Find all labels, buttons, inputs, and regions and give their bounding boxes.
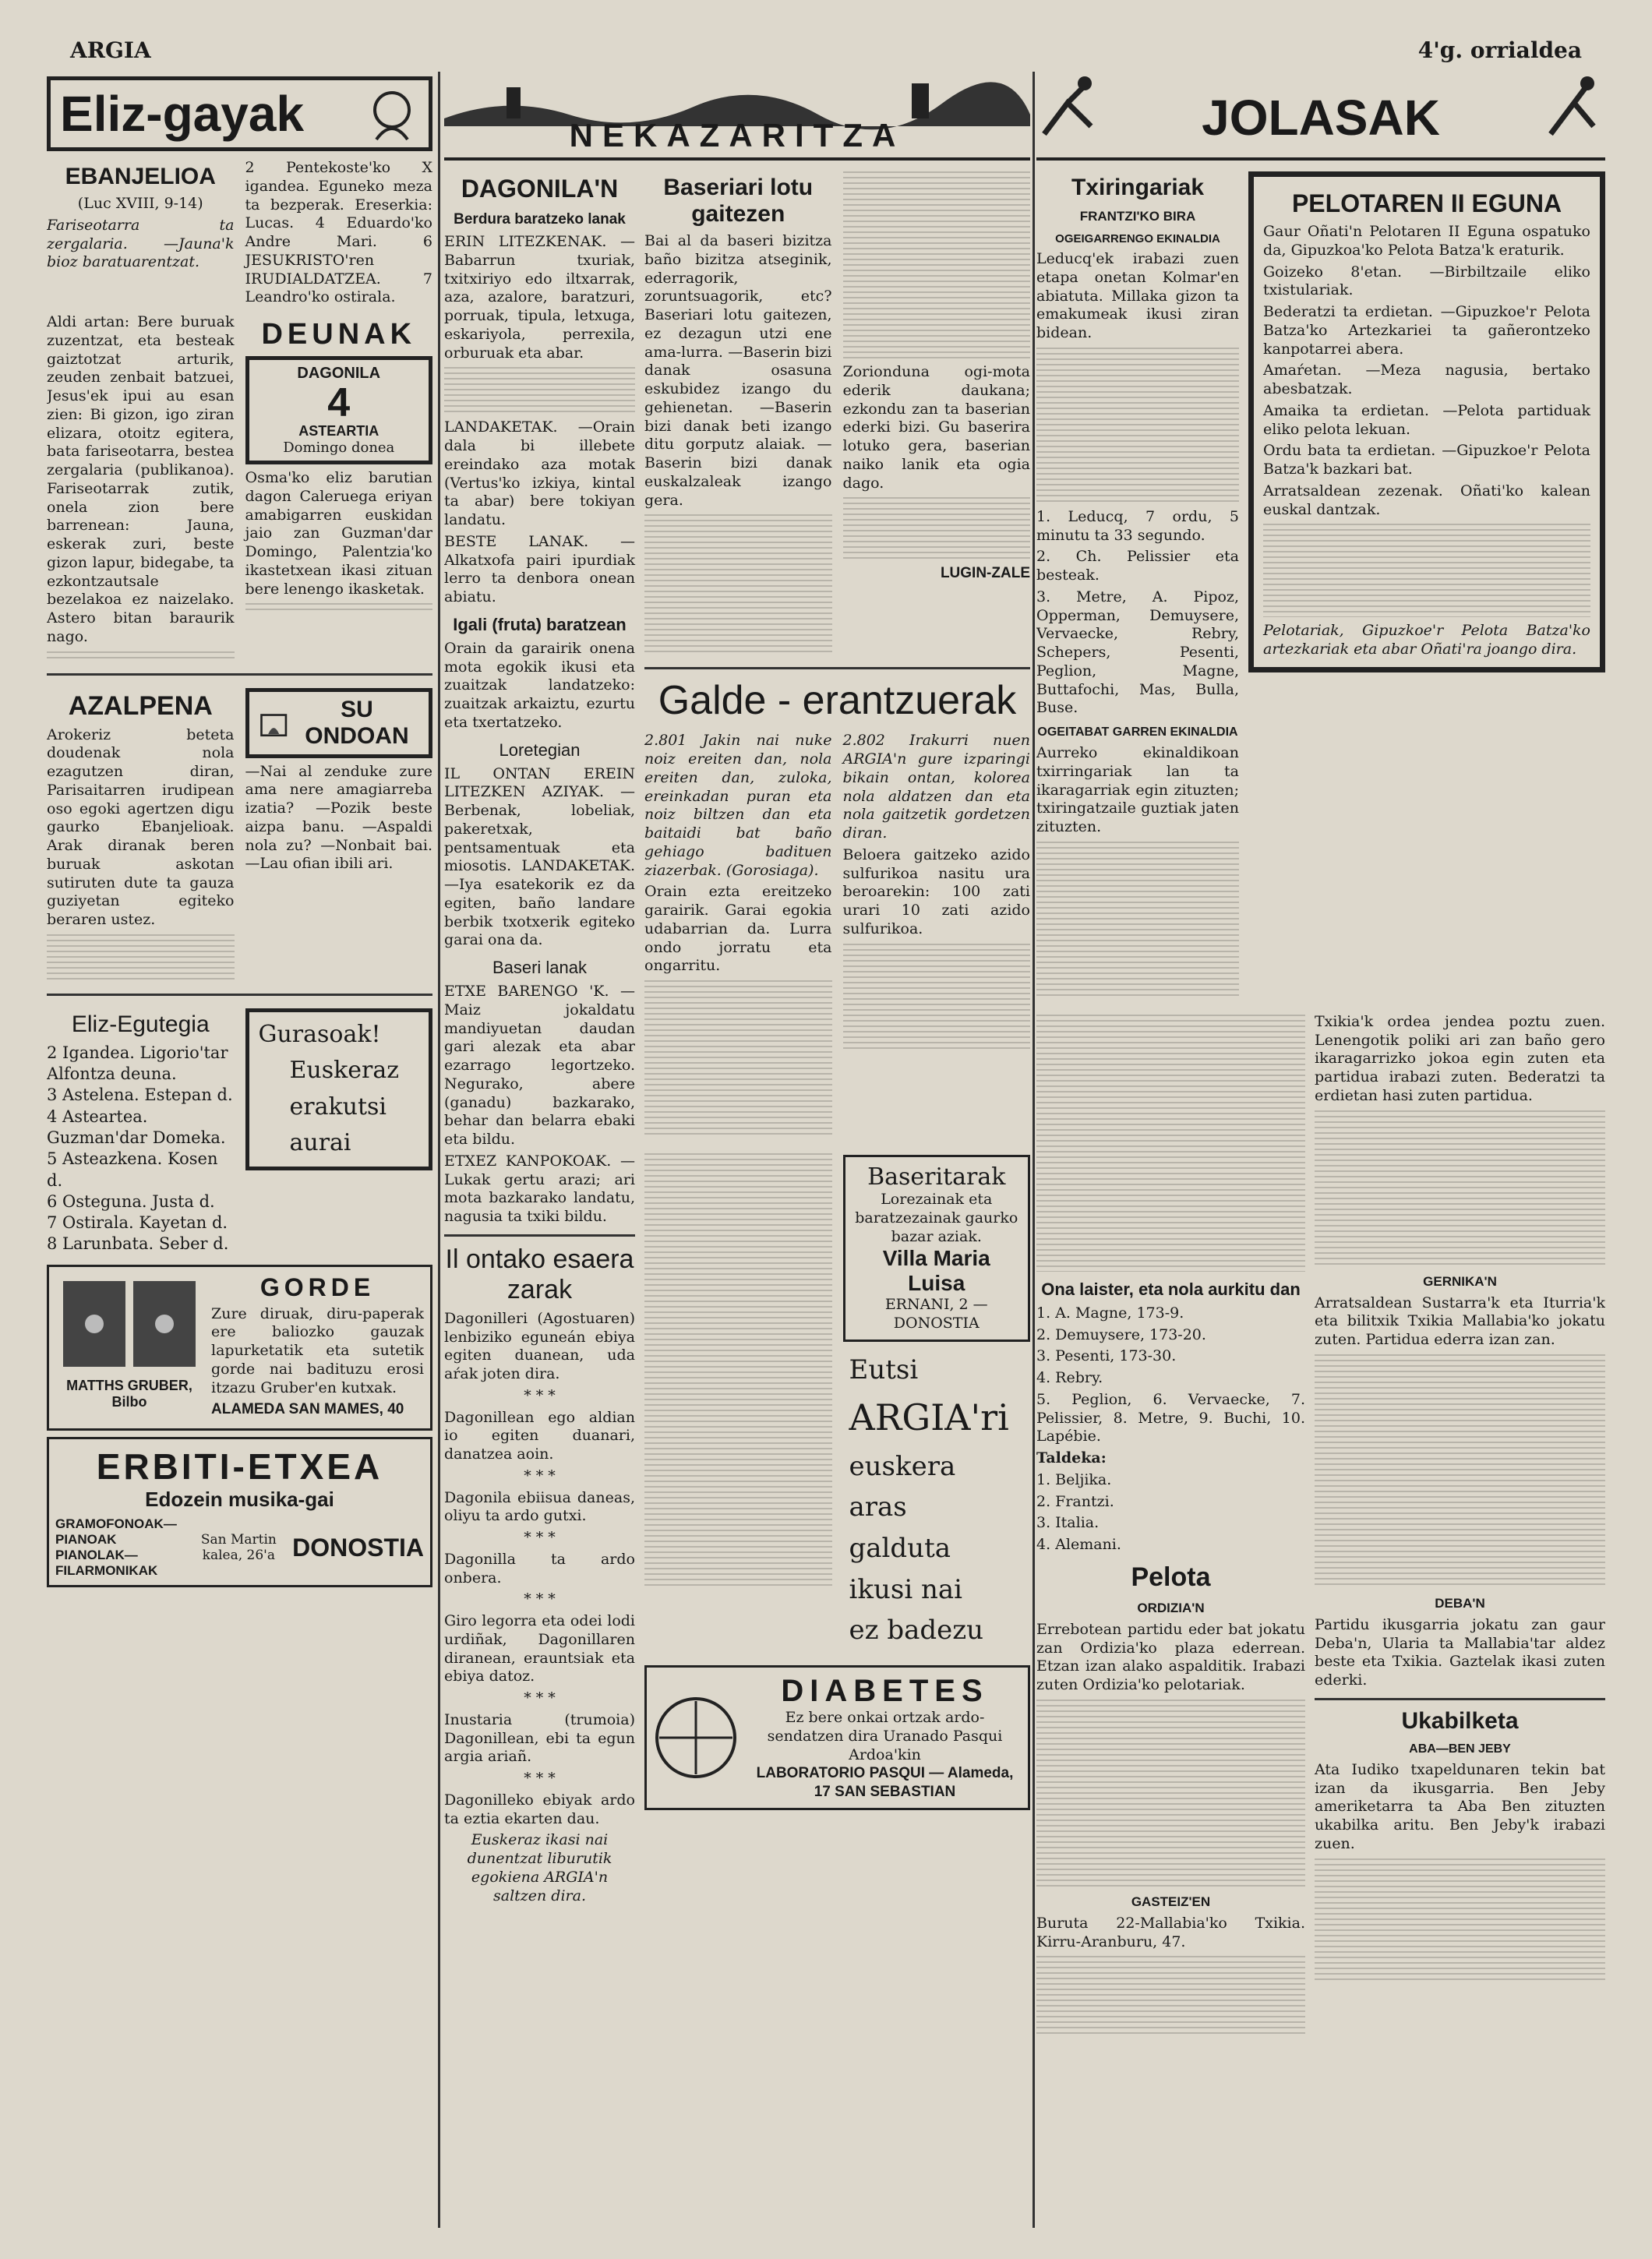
diabetes-ad <box>644 1665 1030 1810</box>
ad-line: Gurasoak! <box>258 1020 381 1048</box>
landaketak-text: LANDAKETAK. —Orain dala bi illebete ereindako aza motak (Vertus'ko izkiya, kintal ta abar) bere tokiyan landatu. <box>444 418 635 528</box>
baseri-lanak-body: ETXE BARENGO 'K. —Maiz jokaldatu mandiyuetan daudan gari alezak eta abar ezarrago legortzeko. Negurako, abere (ganadu) bazkarako, behar dan belarra ebaki eta bildu. <box>444 983 635 1148</box>
igali-body: Orain da garairik onena mota egokik ikusi eta zuaitzak landatzeko: zuaitzak arkaiztu, ezurtu eta txertatzeko. <box>444 639 635 731</box>
date-month: DAGONILA <box>297 365 381 382</box>
text-filler <box>245 603 433 612</box>
erbiti-title: ERBITI-ETXEA <box>96 1446 383 1488</box>
deba-title: DEBA'N <box>1435 1595 1485 1611</box>
ad-line: erakutsi <box>289 1092 387 1121</box>
pelota-title: Pelota <box>1131 1562 1211 1592</box>
program-item: Amaŕetan. —Meza nagusia, bertako abesbatzak. <box>1263 362 1590 397</box>
ranking-item: 1. A. Magne, 173-9. <box>1036 1304 1184 1322</box>
txiringariak-title: Txiringariak <box>1071 175 1205 200</box>
diabetes-lab: LABORATORIO PASQUI — Alameda, 17 SAN SEBASTIAN <box>756 1765 1014 1801</box>
pelota-notice: Pelotariak, Gipuzkoe'r Pelota Batza'ko artezkariak eta abar Oñati'ra joango dira. <box>1263 622 1590 658</box>
fireplace-icon <box>259 706 288 740</box>
ad-line: aurai <box>289 1129 351 1157</box>
esaera-item: Dagonillean ego aldian io egiten duanari, danatzea aoin. <box>444 1408 635 1463</box>
esaera-item: Dagonilleri (Agostuaren) lenbiziko eguneán ebiya egiten duanean, uda aŕak joten dira. <box>444 1309 635 1382</box>
list-item: 2 Igandea. Ligorio'tar Alfontza deuna. <box>47 1043 228 1084</box>
ad-line: galduta <box>849 1533 951 1565</box>
ad-line: aras <box>849 1491 907 1523</box>
su-ondoan-title: SU ONDOAN <box>305 696 409 749</box>
ukabilketa-title: Ukabilketa <box>1401 1707 1519 1734</box>
ebanjelio-lead: Fariseotarra ta zergalaria. —Jauna'k bioz baratuarentzat. <box>47 216 235 271</box>
etxez-kanpo-text: ETXEZ KANPOKOAK. —Lukak gertu arazi; ari mota bazkarako landatu, nagusia ta txiki bildu. <box>444 1152 635 1225</box>
gorde-brand: MATTHS GRUBER, Bilbo <box>66 1377 192 1410</box>
program-item: Ordu bata ta erdietan. —Gipuzkoe'r Pelota Batza'k bazkari bat. <box>1263 442 1590 478</box>
team-item: 4. Alemani. <box>1036 1536 1121 1553</box>
gorde-title: GORDE <box>259 1272 376 1301</box>
author-signature: LUGIN-ZALE <box>940 565 1030 582</box>
masthead-name: ARGIA <box>70 37 151 63</box>
list-item: 4 Asteartea. Guzman'dar Domeka. <box>47 1107 226 1147</box>
gurasoak-ad <box>245 1008 433 1170</box>
deunak-title: DEUNAK <box>261 318 417 351</box>
page-number: 4'g. orrialdea <box>1417 37 1582 63</box>
date-day: 4 <box>327 380 351 425</box>
txiringariak-subtitle: OGEIGARRENGO EKINALDIA <box>1055 232 1220 245</box>
pelota-report-body: Txikia'k ordea jendea poztu zuen. Lenengotik poliki ari zan baño gero ikaragarrizko jokoa egin zuten eta partidua irabazi zuten. Bederatzi ta erdietan hasi zuten partidua. <box>1315 1012 1605 1104</box>
text-filler <box>47 651 235 661</box>
text-filler <box>1315 1110 1605 1266</box>
diabetes-body: Ez bere onkai ortzak ardo-sendatzen dira Uranado Pasqui Ardoa'kin <box>767 1709 1003 1763</box>
ogeitabat-title: OGEITABAT GARREN EKINALDIA <box>1037 725 1238 739</box>
dagonila-subtitle: Berdura baratzeko lanak <box>454 211 626 228</box>
erbiti-products: PIANOLAK—FILARMONIKAK <box>55 1548 158 1579</box>
uranado-logo-icon <box>653 1695 739 1781</box>
taldeka-title: Taldeka: <box>1036 1449 1107 1467</box>
text-filler <box>1036 348 1239 503</box>
ad-line: euskera <box>849 1450 956 1482</box>
team-item: 2. Frantzi. <box>1036 1492 1114 1510</box>
result-item: 3. Metre, A. Pipoz, Opperman, Demuysere, Vervaecke, Rebry, Schepers, Pesenti, Peglion, Magne, Buttafochi, Mas, Bulla, Buse. <box>1036 588 1239 717</box>
ranking-item: 5. Peglion, 6. Vervaecke, 7. Pelissier, 8. Metre, 9. Buchi, 10. Lapébie. <box>1036 1390 1305 1445</box>
text-filler <box>1036 842 1239 997</box>
esaera-item: Dagonila ebiisua daneas, oliyu ta ardo gutxi. <box>444 1488 635 1525</box>
text-filler <box>644 1153 832 1590</box>
esaera-item: Giro legorra eta odei lodi urdiñak, Dagonillaren diranean, erauntsiak eta ebiya datoz. <box>444 1612 635 1685</box>
ad-title: Baseritarak <box>867 1163 1006 1191</box>
section-title: JOLASAK <box>1202 90 1440 146</box>
safe-box-icon <box>59 1273 199 1375</box>
column-divider <box>1032 72 1035 2228</box>
deunak-date-box <box>245 356 433 464</box>
divider <box>444 1234 635 1237</box>
nekazaritza-column: NEKAZARITZA DAGONILA'N Berdura baratzeko lanak ERIN LITEZKENAK. —Babarrun txuriak, txitxiriyo edo iltxarrak, aza, azalore, baratzuri, porruak, tipula, letxuga, eskariyola, perrexila, orburuak eta abar. LANDAKETAK. —Orain dala bi illebete ereindako aza motak (Vertus'ko izkiya, kintal ta abar) bere tokiyan landatu. BESTE LANAK. —Alkatxofa pairi ipurdiak lerro ta denbora onean abiatu. Igali (fruta) baratzean Orain da garairik onena mota egokik ikusi eta zuaitzak landatzeko: zuaitzak arkaiztu, ezurtu eta txertatzeko. Loretegian IL ONTAN EREIN LITEZKEN AZIYAK. —Berbenak, lobeliak, pakeretxak, pentsamentuak eta miosotis. LANDAKETAK. —Iya esatekorik ez da egiten, baño landare berbik txotxerik egiteko garai ona da. Baseri lanak ETXE BARENGO 'K. —Maiz jokaldatu mandiyuetan daudan gari alezak eta abar ezarrago legortzeko. Negurako, abere (ganadu) bazkarako, behar dan belarra ebaki eta bildu. ETXEZ KANPOKOAK. —Lukak gertu arazi; ari mota bazkarako landatu, nagusia ta txiki bildu. Il ontako esaera zarak Dagonilleri (Agostuaren) lenbiziko eguneán ebiya egiten duanean, uda aŕak joten dira. * * * Dagonillean ego aldian io egiten duanari, danatzea aoin. * * * Dagonila ebiisua daneas, oliyu ta ardo gutxi. * * * Dagonilla ta ardo onbera. * * * Giro legorra eta odei lodi urdiñak, Dagonillaren diranean, erauntsiak eta ebiya datoz. * * * Inustaria (trumoia) Dagonillean, ebi ta egun argia ariañ. * * * Dagonilleko ebiyak ardo ta eztia ekarten dau. Euskeraz ikasi nai dunentzat liburutik egokiena ARGIA'n saltzen dira. Baseriari lotu gaitezen Bai al da baseri bizitza baño bizitza atseginik, ederragorik, zoruntsuagorik, etc? Baseriari lotu gaitezen, ez dezagun utzi ene ama-lurra. —Baserin bizi danak osasuna eskubidez izango du gehienetan. —Baserin bizi danak beti izango ditu gorputz alaiak. —Baserin bizi danak euskalzaleak izango gera. Zorionduna ogi-mota ederik daukana; ezkondu zan ta baserian ederki bizi. Gu baserira lotuko gera, baserian naiko lanik eta ogia dago. LUGIN-ZALE Galde - erantzuerak 2.801 Jakin nai nuke noiz ereiten dan, nola ereiten dan, zuloka, ereinkadan puran eta noiz biltzen dan eta baitaidi bat baño gehiago badituen ziazerbak. (Gorosiaga). Orain ezta ereitzeko garairik. Garai egokia udabarrian da. Lurra ondo jorratu eta ongarritu. 2.802 Irakurri nuen ARGIA'n gure izparingi bikain ontan, kolorea nola aldatzen dan eta nola gaitzetik gordetzen diran. Beloera gaitzeko azido sulfurikoa nasitu ura beroarekin: 100 zati urari 10 zati azido sulfurikoa. Baseritarak Lorezainak eta baratzezainak gaurko bazar aziak. Villa Maria Luisa ERNANI, 2 —DONOSTIA Eutsi ARGIA'ri euskera aras galduta ikusi nai ez badezu DIABETES Ez bere onkai ortzak ardo-sendatzen dira Uranado Pasqui Ardoa'kin LABORATORIO PASQUI — Alameda, 17 SAN SEBASTIAN <box>444 72 1030 2228</box>
answer-text: Beloera gaitzeko azido sulfurikoa nasitu ura beroarekin: 100 zati urari 10 zati azido sulfurikoa. <box>842 845 1030 937</box>
ebanjelio-body: Aldi artan: Bere buruak zuzentzat, eta besteak gaiztotzat arturik, zeuden zenbait batzuei, Jesus'ek ipui au esan zien: Bi gizon, igo ziran elizara, otoitz egitera, bata fariseotarra, bestea zergalaria (publikanoa). Fariseotarrak zutik, onela zion bere barrenean: Jauna, eskerak zuri, beste gizon lapur, bidegabe, ta ezkontzautsale bezelakoa ez naizelako. Astero bitan baraurik nago. <box>47 313 235 645</box>
beste-lanak-text: BESTE LANAK. —Alkatxofa pairi ipurdiak lerro ta denbora onean abiatu. <box>444 532 635 605</box>
ad-body: Lorezainak eta baratzezainak gaurko bazar aziak. <box>855 1191 1018 1245</box>
galde-erantzuerak-title: Galde - erantzuerak <box>658 678 1017 724</box>
text-filler <box>1315 1858 1605 1983</box>
ad-line: Eutsi <box>849 1354 919 1385</box>
program-item: Amaika ta erdietan. —Pelota partiduak eliko pelota lekuan. <box>1263 401 1590 438</box>
gernika-body: Arratsaldean Sustarra'k eta Iturria'k eta bilitxik Txikia Mallabia'ko jokatu zuten. Partidua ederra izan zan. <box>1315 1294 1605 1348</box>
erbiti-city: DONOSTIA <box>292 1533 424 1562</box>
text-filler <box>1036 1015 1305 1272</box>
baseri-lanak-title: Baseri lanak <box>492 958 588 977</box>
program-footer: Arratsaldean zezenak. Oñati'ko kalean euskal dantzak. <box>1263 482 1590 518</box>
column-divider <box>438 72 440 2228</box>
pelotaren-eguna-title: PELOTAREN II EGUNA <box>1291 189 1562 217</box>
ranking-item: 4. Rebry. <box>1036 1369 1103 1386</box>
azalpena-title: AZALPENA <box>68 690 213 721</box>
ranking-item: 2. Demuysere, 173-20. <box>1036 1325 1206 1343</box>
text-filler <box>1315 1354 1605 1588</box>
erbiti-products: GRAMOFONOAK—PIANOAK <box>55 1516 177 1548</box>
question-text: 2.802 Irakurri nuen ARGIA'n gure izparingi bikain ontan, kolorea nola aldatzen dan eta nola gaitzetik gordetzen diran. <box>842 732 1030 842</box>
divider <box>47 673 432 676</box>
esaera-item: Dagonilla ta ardo onbera. <box>444 1550 635 1587</box>
text-filler <box>843 171 1031 358</box>
list-item: 5 Asteazkena. Kosen d. <box>47 1149 218 1190</box>
dagonila-body: ERIN LITEZKENAK. —Babarrun txuriak, txitxiriyo edo iltxarrak, aza, azalore, baratzuri, porruak, tipula, letxuga, eskariyola, perrexila, orburuak eta abar. <box>444 233 635 362</box>
date-weekday: ASTEARTIA <box>298 423 379 439</box>
su-ondoan-banner <box>245 688 433 758</box>
igali-title: Igali (fruta) baratzean <box>453 614 627 634</box>
eliz-gayak-banner <box>47 76 432 151</box>
erbiti-address: San Martin kalea, 26'a <box>200 1532 277 1564</box>
divider <box>1315 1698 1605 1700</box>
egutegia-title: Eliz-Egutegia <box>71 1011 210 1037</box>
list-item: 8 Larunbata. Seber d. <box>47 1234 229 1254</box>
eutsi-argiari-ad <box>849 1350 1031 1651</box>
ogeitabat-body: Aurreko ekinaldikoan txirringariak lan ta ikaragarriak egin zituzten; txiringatzaile guztiak jaten zituzten. <box>1036 744 1239 835</box>
esaera-item: Inustaria (trumoia) Dagonillean, ebi ta egun argia ariañ. <box>444 1710 635 1766</box>
question-text: 2.801 Jakin nai nuke noiz ereiten dan, nola ereiten dan, zuloka, ereinkadan puran eta noiz biltzen dan eta baitaidi bat baño gehiago badituen ziazerbak. (Gorosiaga). <box>644 732 832 879</box>
egutegia-list <box>47 1043 235 1255</box>
text-filler <box>1036 1956 1305 2034</box>
answer-text: Orain ezta ereitzeko garairik. Garai egokia udabarrian da. Lurra ondo jorratu eta ongarritu. <box>644 883 832 975</box>
ad-line: ikusi nai <box>849 1573 963 1605</box>
ad-shop-name: Villa Maria Luisa <box>882 1246 990 1296</box>
ad-line: Euskeraz <box>289 1057 400 1085</box>
section-title: NEKAZARITZA <box>569 117 905 154</box>
section-title: Eliz-gayak <box>60 86 305 142</box>
page-header <box>55 37 1597 69</box>
list-item: 7 Ostirala. Kayetan d. <box>47 1213 228 1233</box>
ad-address: ERNANI, 2 —DONOSTIA <box>884 1296 988 1332</box>
text-filler <box>1036 1700 1305 1887</box>
ranking-item: 3. Pesenti, 173-30. <box>1036 1347 1177 1365</box>
txiringariak-body: Leducq'ek irabazi zuen etapa onetan Kolmar'en abiatuta. Millaka gizon ta emakumeak ikusi ziran bidean. <box>1036 250 1239 341</box>
baseritarak-ad <box>843 1155 1031 1342</box>
baseriari-body: Zorionduna ogi-mota ederik daukana; ezkondu zan ta baserian ederki bizi. Gu baserira lotuko gera, baserian naiko lanik eta ogia dago. <box>842 363 1030 492</box>
baseriari-body: Bai al da baseri bizitza baño bizitza atseginik, ederragorik, zoruntsuagorik, etc? Baseriari lotu gaitezen, ez dezagun utzi ene ama-lurra. —Baserin bizi danak osasuna eskubidez izango du gehienetan. —Baserin bizi danak beti izango ditu gorputz alaiak. —Baserin bizi danak euskalzaleak izango gera. <box>644 232 832 509</box>
text-filler <box>444 367 635 414</box>
result-item: 2. Ch. Pelissier eta besteak. <box>1036 548 1239 584</box>
gorde-body: Zure diruak, diru-paperak ere baliozko gauzak lapurketatik eta sutetik gorde nai badituzu erosi itzazu Gruber'en kutxak. <box>211 1304 424 1396</box>
ontaka-title: Il ontako esaera zarak <box>445 1244 634 1304</box>
text-filler <box>843 497 1031 559</box>
jolasak-column <box>1036 72 1605 2228</box>
baseriari-title: Baseriari lotu gaitezen <box>663 175 814 227</box>
ebanjelio-ref: (Luc XVIII, 9-14) <box>77 195 203 212</box>
ebanjelio-title: EBANJELIOA <box>65 164 216 189</box>
pelotaren-eguna-box <box>1248 171 1605 672</box>
gasteiz-body: Buruta 22-Mallabia'ko Txikia. Kirru-Aranburu, 47. <box>1036 1914 1305 1950</box>
gernika-title: GERNIKA'N <box>1423 1273 1497 1289</box>
su-ondoan-body: —Nai al zenduke zure ama nere amagiarreba izatia? —Pozik beste aizpa banu. —Aspaldi nola zu? —Nonbait bai. —Lau ofian ibili ari. <box>245 762 432 873</box>
pelota-subtitle: ORDIZIA'N <box>1137 1600 1205 1615</box>
team-item: 1. Beljika. <box>1036 1470 1112 1488</box>
program-item: Goizeko 8'etan. —Birbiltzaile eliko txistulariak. <box>1263 263 1590 299</box>
ebanjelio-block <box>47 156 432 310</box>
txiringariak-subtitle: FRANTZI'KO BIRA <box>1079 209 1196 224</box>
ad-line: ARGIA'ri <box>849 1396 1009 1439</box>
ona-laister-title: Ona laister, eta nola aurkitu dan <box>1041 1279 1301 1299</box>
erbiti-ad <box>47 1437 432 1587</box>
ukabilketa-subtitle: ABA—BEN JEBY <box>1409 1742 1511 1756</box>
eliz-gayak-column <box>47 72 432 2228</box>
esaera-item: Dagonilleko ebiyak ardo ta eztia ekarten dau. <box>444 1791 635 1827</box>
text-filler <box>47 934 235 981</box>
gorde-address: ALAMEDA SAN MAMES, 40 <box>211 1401 404 1418</box>
team-item: 3. Italia. <box>1036 1514 1100 1532</box>
pelota-body: Errebotean partidu eder bat jokatu zan Ordizia'ko plaza ederrean. Etzan izan alako aspalditik. Irabazi zuten Ordizia'ko pelotariak. <box>1036 1620 1305 1693</box>
erbiti-subtitle: Edozein musika-gai <box>145 1488 334 1512</box>
saint-portrait-icon <box>365 86 419 141</box>
program-item: Bederatzi ta erdietan. —Gipuzkoe'r Pelota Batza'ko Artezkariei ta gañerontzeko kanpotarrei abera. <box>1263 303 1590 358</box>
gasteiz-title: GASTEIZ'EN <box>1131 1894 1211 1909</box>
list-item: 3 Astelena. Estepan d. <box>47 1085 233 1105</box>
gorde-ad <box>47 1265 432 1431</box>
text-filler <box>1263 524 1590 617</box>
pelotaren-eguna-body: Gaur Oñati'n Pelotaren II Eguna ospatuko da, Gipuzkoa'ko Pelota Batza'k eraturik. <box>1263 223 1590 259</box>
diabetes-title: DIABETES <box>781 1674 989 1709</box>
nekazaritza-banner <box>444 72 1030 161</box>
loretegian-body: IL ONTAN EREIN LITEZKEN AZIYAK. —Berbenak, lobeliak, pakeretxak, pentsamentuak eta miosotis. LANDAKETAK. —Iya esatekorik ez da egiten, baño landare berbik txotxerik egiteko garai ona da. <box>444 764 635 949</box>
text-filler <box>644 980 832 1136</box>
loretegian-title: Loretegian <box>499 739 581 760</box>
deba-body: Partidu ikusgarria jokatu zan gaur Deba'n, Ularia ta Mallabia'tar aldez beste eta Txikia. Gaztelak ikasi zuten ederki. <box>1315 1615 1605 1689</box>
divider <box>47 994 432 996</box>
text-filler <box>843 944 1031 1053</box>
result-item: 1. Leducq, 7 ordu, 5 minutu ta 33 segundo. <box>1036 507 1239 544</box>
dagonila-title: DAGONILA'N <box>461 175 619 203</box>
divider <box>644 667 1030 669</box>
azalpena-body: Arokeriz beteta doudenak nola ezagutzen diran, Parisaitarren irudipean oso egoki agertzen digu gaurko Ebanjelioak. Arak diranak beren buruak askotan sutiruten dute ta gauza guziyetan egiteko beraren ustez. <box>47 725 235 928</box>
ad-line: ez badezu <box>849 1615 984 1647</box>
pentekoste-list: 2 Pentekoste'ko X igandea. Eguneko meza ta bezperak. Ereserkia: Lucas. 4 Eduardo'ko Andre Mari. 6 JESUKRISTO'ren IRUDIALDATZEA. 7 Leandro'ko ostirala. <box>245 159 432 306</box>
text-filler <box>644 514 832 655</box>
jolasak-banner <box>1036 72 1605 161</box>
ontaka-footer: Euskeraz ikasi nai dunentzat liburutik egokiena ARGIA'n saltzen dira. <box>467 1831 612 1904</box>
ukabilketa-body: Ata Iudiko txapeldunaren tekin bat izan da ikusgarria. Ben Jeby ameriketarra ta Aba Ben zituzten ukabilka aritu. Ben Jeby'k irabazi zuen. <box>1315 1760 1605 1852</box>
date-saint: Domingo donea <box>283 439 395 456</box>
deunak-body: Osma'ko eliz barutian dagon Caleruega eriyan amabigarren euskidan jaio zan Guzman'dar Domingo, Palentzia'ko ikastetxean ikasi zituan bere lenengo ikasketak. <box>245 469 432 598</box>
list-item: 6 Osteguna. Justa d. <box>47 1191 215 1211</box>
